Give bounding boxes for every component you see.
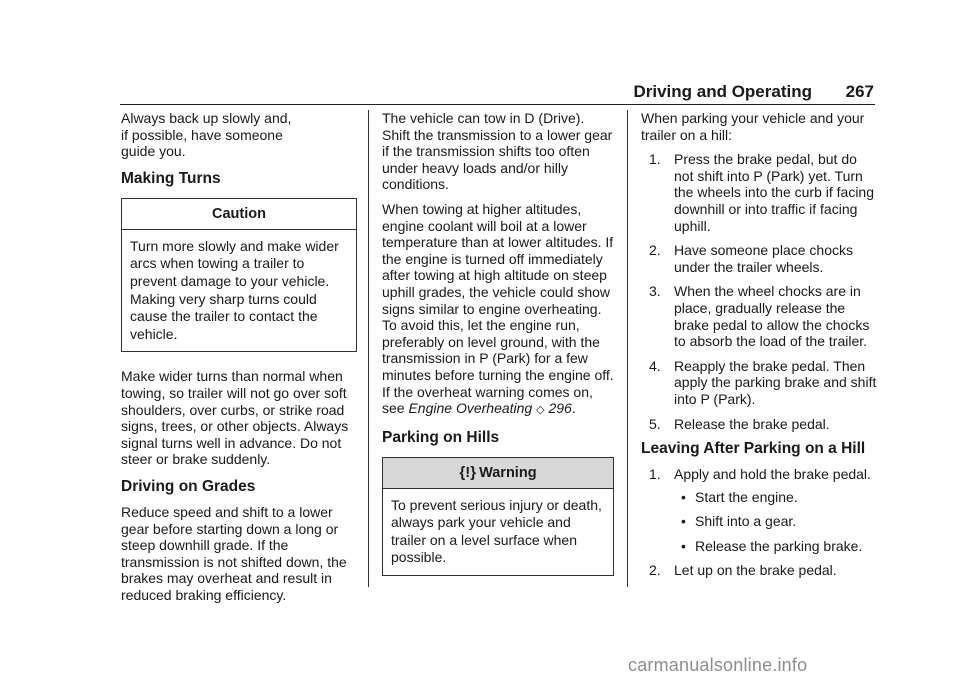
making-turns-heading: Making Turns (121, 169, 221, 187)
step-text: When the wheel chocks are in place, gradually release the brake pedal to allow the chocks to absorb the load of the trailer. (674, 283, 870, 350)
warning-title: Warning (479, 464, 537, 481)
caution-body: Turn more slowly and make wider arcs when towing a trailer to prevent damage to your vehicle. Making very sharp turns could cause the trailer to contact the vehicle. (130, 237, 339, 342)
bullet-list (674, 489, 877, 555)
leaving-steps-list (641, 466, 877, 579)
list-item (641, 283, 877, 349)
step-number: 5. (649, 415, 661, 432)
list-item (641, 151, 877, 234)
bullet-text: Start the engine. (695, 488, 798, 505)
list-item (641, 358, 877, 408)
section-title: Driving and Operating (633, 82, 812, 101)
watermark: carmanualsonline.info (628, 655, 808, 675)
step-text: Press the brake pedal, but do not shift into P (Park) yet. Turn the wheels into the curb if facing downhill or into traffic if facing uphill. (674, 151, 875, 234)
bullet-icon: • (681, 488, 686, 505)
header-rule (120, 104, 875, 105)
parking-steps-list (641, 151, 877, 432)
step-text: Reapply the brake pedal. Then apply the parking brake and shift into P (Park). (674, 357, 877, 407)
list-item (641, 562, 877, 579)
page-header (0, 80, 960, 106)
step-text: Let up on the brake pedal. (674, 562, 837, 579)
warning-box (382, 457, 614, 576)
engine-overheating-ref[interactable]: Engine Overheating (408, 400, 533, 417)
intro-paragraph: Always back up slowly and, if possible, have someone guide you. (121, 110, 292, 160)
engine-overheating-link[interactable] (408, 400, 571, 416)
warning-icon: {!} (459, 463, 477, 481)
ref-page-number[interactable]: 296 (548, 400, 572, 417)
list-item (641, 242, 877, 275)
warning-title-bar (383, 458, 613, 489)
column-2 (382, 110, 614, 592)
bullet-text: Shift into a gear. (695, 513, 797, 530)
column-divider (368, 110, 369, 587)
grades-paragraph: Reduce speed and shift to a lower gear before starting down a long or steep downhill grade. If the transmission is not shifted down, the brakes may overheat and result in reduced braking efficiency. (121, 503, 347, 603)
step-text: Release the brake pedal. (674, 415, 830, 432)
caution-box (121, 198, 357, 353)
column-1 (121, 110, 357, 611)
altitude-paragraph (382, 201, 614, 419)
step-text: Apply and hold the brake pedal. (674, 466, 871, 483)
tow-paragraph: The vehicle can tow in D (Drive). Shift the transmission to a lower gear if the transmission shifts too often under heavy loads and/or hilly conditions. (382, 110, 613, 193)
list-item (641, 466, 877, 554)
list-item (674, 489, 877, 506)
step-number: 1. (649, 151, 661, 168)
parking-intro: When parking your vehicle and your trailer on a hill: (641, 110, 865, 143)
altitude-text: When towing at higher altitudes, engine coolant will boil at a lower temperature than at lower altitudes. If the engine is turned off immediately after towing at high altitude on steep uphill grades, the vehicle could show signs similar to engine overheating. To avoid this, let the engine run, preferably on level ground, with the transmission in P (Park) for a few minutes before turning the engine off. If the overheat warning comes on, see (382, 200, 614, 417)
bullet-text: Release the parking brake. (695, 537, 863, 554)
step-number: 3. (649, 283, 661, 300)
step-number: 4. (649, 357, 661, 374)
page-ref-arrow-icon: ◇ (536, 404, 545, 417)
step-text: Have someone place chocks under the trailer wheels. (674, 242, 853, 275)
list-item (674, 538, 877, 555)
warning-body: To prevent serious injury or death, always park your vehicle and trailer on a level surface when possible. (391, 496, 602, 566)
bullet-icon: • (681, 537, 686, 554)
column-3 (641, 110, 877, 587)
grades-heading: Driving on Grades (121, 477, 256, 495)
caution-title: Caution (122, 199, 356, 230)
step-number: 1. (649, 466, 661, 483)
page-number: 267 (845, 82, 874, 101)
step-number: 2. (649, 562, 661, 579)
column-divider (627, 110, 628, 587)
turns-paragraph: Make wider turns than normal when towing, so trailer will not go over soft shoulders, over curbs, or strike road signs, trees, or other objects. Always signal turns well in advance. Do not steer or brake suddenly. (121, 368, 349, 468)
leaving-hill-heading: Leaving After Parking on a Hill (641, 440, 866, 458)
list-item (641, 416, 877, 433)
step-number: 2. (649, 242, 661, 259)
list-item (674, 513, 877, 530)
bullet-icon: • (681, 513, 686, 530)
sentence-end: . (571, 400, 576, 417)
parking-hills-heading: Parking on Hills (382, 428, 500, 446)
